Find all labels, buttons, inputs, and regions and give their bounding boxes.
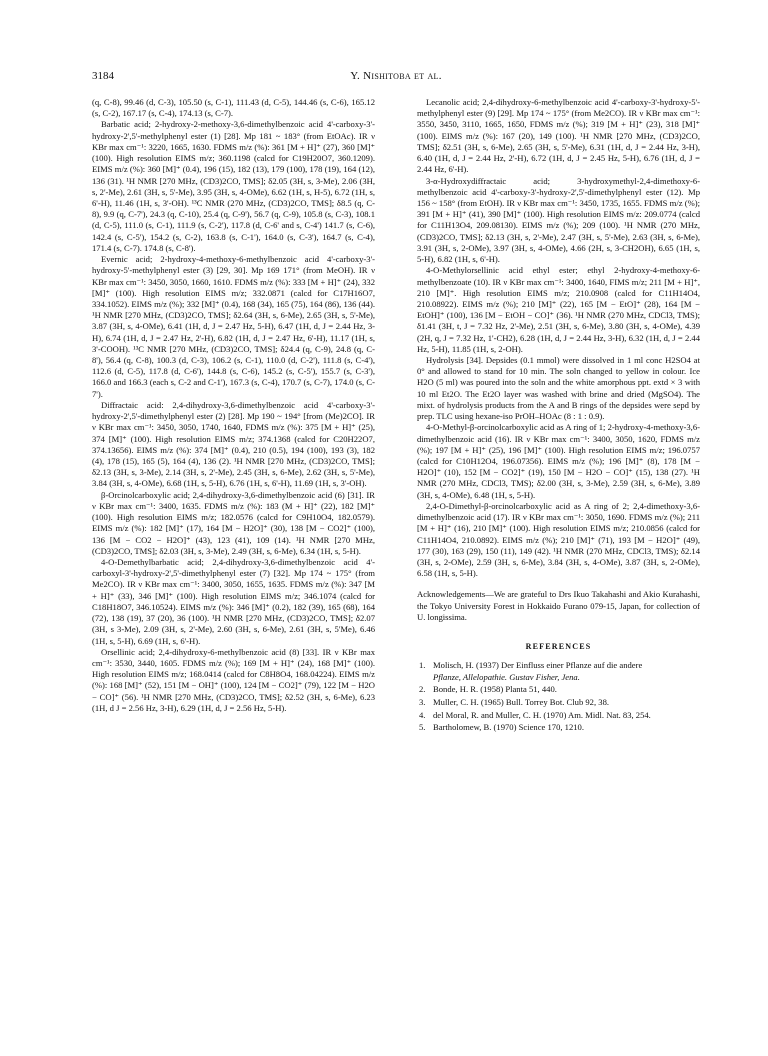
paragraph: 2,4-O-Dimethyl-β-orcinolcarboxylic acid as A ring of 2; 2,4-dimethoxy-3,6-dimethylbenzoic acid (17). IR ν KBr max cm⁻¹: 3050, 1690. FDMS m/z (%); 211 [M + H]⁺ (16), 210 [M]⁺ (100). High resolution EIMS m/z; 210.0856 (calcd for C11H14O4, 210.0892). EIMS m/z (%); 210 [M]⁺ (71), 193 [M − H2O]⁺ (49), 177 (30), 163 (29), 150 (11), 149 (42). ¹H NMR (270 MHz, CDCl3, TMS); δ2.14 (3H, s, 2-OMe), 2.59 (3H, s, 6-Me), 3.84 (3H, s, 4-OMe), 3.87 (3H, s, 2-OMe), 6.58 (1H, s, 5-H).: [417, 500, 700, 579]
paragraph: (q, C-8), 99.46 (d, C-3), 105.50 (s, C-1), 111.43 (d, C-5), 144.46 (s, C-6), 165.12 (s, C-2), 167.17 (s, C-4), 174.13 (s, C-7).: [92, 97, 375, 119]
paragraph: Evernic acid; 2-hydroxy-4-methoxy-6-methylbenzoic acid 4'-carboxy-3'-hydroxy-5'-methylphenyl ester (3) [29, 30]. Mp 169 171° (from MeOH). IR ν KBr max cm⁻¹: 3450, 3050, 1660, 1610. FDMS m/z (%): 333 [M + H]⁺ (24), 332 [M]⁺ (100). High resolution EIMS m/z; 332.0871 (calcd for C17H16O7, 334.1052). EIMS m/z (%); 332 [M]⁺ (0.4), 168 (34), 165 (75), 164 (86), 136 (44). ¹H NMR [270 MHz, (CD3)2CO, TMS]; δ2.64 (3H, s, 6-Me), 2.65 (3H, s, 5'-Me), 3.87 (3H, s, 4-OMe), 6.41 (1H, d, J = 2.47 Hz, 5-H), 6.47 (1H, d, J = 2.44 Hz, 3-H), 6.74 (1H, d, J = 2.47 Hz, 2'-H), 6.82 (1H, d, J = 2.47 Hz, 6'-H), 11.17 (1H, s, 3'-COOH). ¹³C NMR [270 MHz, (CD3)2CO, TMS]; δ24.4 (q, C-9), 24.8 (q, C-8'), 56.4 (q, C-8), 100.3 (d, C-3), 106.2 (s, C-1), 110.0 (d, C-2'), 111.8 (s, C-4'), 112.6 (d, C-5), 117.8 (d, C-6'), 144.8 (s, C-6), 145.2 (s, C-5'), 155.7 (s, C-3'), 166.0 and 166.3 (each s, C-2 and C-1'), 167.3 (s, C-4), 170.7 (s, C-7), 174.0 (s, C-7').: [92, 254, 375, 399]
reference-text: Bartholomew, B. (1970) Science 170, 1210.: [433, 722, 584, 733]
reference-text: Bonde, H. R. (1958) Planta 51, 440.: [433, 684, 557, 695]
running-author: Y. Nishitoba et al.: [350, 70, 442, 82]
reference-number: 2.: [419, 684, 426, 695]
paragraph: 4-O-Methylorsellinic acid ethyl ester; ethyl 2-hydroxy-4-methoxy-6-methylbenzoate (10). IR ν KBr max cm⁻¹: 3400, 1640, FIMS m/z; 211 [M + H]⁺, 210 [M]⁺. High resolution EIMS m/z; 210.0908 (calcd for C11H14O4, 210.08922). EIMS m/z (%); 210 [M]⁺ (22), 165 [M − EtO]⁺ (28), 164 [M − EtOH]⁺ (100), 136 [M − EtOH − CO]⁺ (36). ¹H NMR (270 MHz, CDCl3, TMS); δ1.41 (3H, t, J = 7.32 Hz, 2'-Me), 2.51 (3H, s, 6-Me), 3.80 (3H, s, 4-OMe), 4.39 (2H, q, J = 7.32 Hz, 1'-CH2), 6.28 (1H, d, J = 2.44 Hz, 3-H), 6.32 (1H, d, J = 2.44 Hz, 5-H), 11.85 (1H, s, 2-OH).: [417, 265, 700, 354]
right-paragraphs: [417, 97, 700, 579]
reference-number: 5.: [419, 722, 426, 733]
page-number: 3184: [92, 70, 114, 82]
reference-list: [417, 660, 700, 733]
reference-text: del Moral, R. and Muller, C. H. (1970) Am. Midl. Nat. 83, 254.: [433, 709, 651, 720]
paragraph: Lecanolic acid; 2,4-dihydroxy-6-methylbenzoic acid 4'-carboxy-3'-hydroxy-5'-methylphenyl ester (9) [29]. Mp 174 ~ 175° (from Me2CO). IR ν KBr max cm⁻¹: 3550, 3450, 3110, 1665, 1650, FDMS m/z (%); 319 [M + H]⁺ (23), 318 [M]⁺ (100). EIMS m/z (%): 167 (20), 149 (100). ¹H NMR [270 MHz, (CD3)2CO, TMS]; δ2.51 (3H, s, 6-Me), 2.65 (3H, s, 5'-Me), 6.31 (1H, d, J = 2.44 Hz, 3-H), 6.40 (1H, d, J = 2.44 Hz, 2'-H), 6.72 (1H, d, J = 2.45 Hz, 5-H), 6.76 (1H, d, J = 2.44 Hz, 6'-H).: [417, 97, 700, 175]
paragraph: 3-α-Hydroxydiffractaic acid; 3-hydroxymethyl-2,4-dimethoxy-6-methylbenzoic acid 4'-carboxy-3'-hydroxy-2',5'-dimethylphenyl ester (12). Mp 156 ~ 158° (from EtOH). IR ν KBr max cm⁻¹: 3450, 1735, 1655. FDMS m/z (%); 391 [M + H]⁺ (41), 390 [M]⁺ (100). High resolution EIMS m/z: 209.0774 (calcd for C11H13O4, 209.08130). EIMS m/z (%); 209 (100). ¹H NMR (270 MHz, (CD3)2CO, TMS]; δ2.13 (3H, s, 2'-Me), 2.47 (3H, s, 5'-Me), 2.63 (3H, s, 6-Me), 3.91 (3H, s, 2-OMe), 3.97 (3H, s, 4-OMe), 4.66 (2H, s, 3-CH2OH), 6.65 (1H, s, 5-H), 6.82 (1H, s, 6'-H).: [417, 175, 700, 265]
reference-item: [417, 660, 700, 682]
paragraph: β-Orcinolcarboxylic acid; 2,4-dihydroxy-3,6-dimethylbenzoic acid (6) [31]. IR ν KBr max cm⁻¹: 3400, 1635. FDMS m/z (%): 183 (M + H]⁺ (22), 182 [M]⁺ (100). High resolution EIMS m/z; 182.0576 (calcd for C9H10O4, 182.0579). EIMS m/z (%): 182 [M]⁺ (17), 164 [M − H2O]⁺ (30), 138 [M − CO2]⁺ (100), 136 [M − CO2 − H2O]⁺ (43), 123 (41), 109 (14). ¹H NMR [270 MHz, (CD3)2CO, TMS]; δ2.03 (3H, s, 3-Me), 2.49 (3H, s, 6-Me), 6.34 (1H, s, 5-H).: [92, 489, 375, 556]
running-header: [92, 70, 700, 86]
paragraph: Diffractaic acid: 2,4-dihydroxy-3,6-dimethylbenzoic acid 4'-carboxy-3'-hydroxy-2',5'-dimethylphenyl ester (2) [28]. Mp 190 ~ 194° [from (Me)2CO]. IR ν KBr max cm⁻¹: 3450, 3050, 1740, 1640, FDMS m/z (%): 375 [M + H]⁺ (25), 374 [M]⁺ (100). High resolution EIMS m/z; 374.1368 (calcd for C20H22O7, 374.13656). EIMS m/z (%): 374 [M]⁺ (0.4), 210 (0.5), 194 (100), 193 (3), 182 (4), 178 (15), 165 (5), 164 (4), 136 (2). ¹H NMR [270 MHz, (CD3)2CO, TMS]; δ2.13 (3H, s, 3-Me), 2.14 (3H, s, 2'-Me), 2.45 (3H, s, 6-Me), 2.62 (3H, s, 5'-Me), 3.84 (3H, s, 4-OMe), 6.68 (1H, s, 5-H), 6.76 (1H, s, 6'-H), 11.69 (1H, s, 3'-OH).: [92, 399, 375, 489]
reference-text: Molisch, H. (1937) Der Einfluss einer Pflanze auf die andere: [433, 660, 643, 671]
reference-number: 1.: [419, 660, 426, 671]
reference-item: [417, 722, 700, 733]
reference-text: Muller, C. H. (1965) Bull. Torrey Bot. Club 92, 38.: [433, 696, 610, 707]
reference-item: [417, 697, 700, 708]
reference-item: [417, 710, 700, 721]
paragraph: 4-O-Methyl-β-orcinolcarboxylic acid as A ring of 1; 2-hydroxy-4-methoxy-3,6-dimethylbenzoic acid (16). IR ν KBr max cm⁻¹: 3400, 3050, 1620, FDMS m/z (%); 197 [M + H]⁺ (25), 196 [M]⁺ (100). High resolution EIMS m/z; 196.0757 (calcd for C10H12O4, 196.07356). EIMS m/z (%); 196 [M]⁺ (8), 178 [M − H2O]⁺ (10), 152 [M − CO2]⁺ (19), 150 [M − H2O − CO]⁺ (15), 138 (27). ¹H NMR (270 MHz, CDCl3, TMS); δ2.00 (3H, s, 3-Me), 2.59 (3H, s, 6-Me), 3.89 (3H, s, 4-OMe), 6.48 (1H, s, 5-H).: [417, 422, 700, 500]
paragraph: Orsellinic acid; 2,4-dihydroxy-6-methylbenzoic acid (8) [33]. IR ν KBr max cm⁻¹: 3530, 3440, 1605. FDMS m/z (%); 169 [M + H]⁺ (24), 168 [M]⁺ (100). High resolution EIMS m/z; 168.0414 (calcd for C8H8O4, 168.04224). EIMS m/z (%): 168 [M]⁺ (52), 151 [M − OH]⁺ (100), 124 [M − CO2]⁺ (79), 122 [M − H2O − CO]⁺ (56). ¹H NMR [270 MHz, (CD3)2CO, TMS]; δ2.52 (3H, s, 6-Me), 6.23 (1H, d J = 2.56 Hz, 3-H), 6.29 (1H, d, J = 2.56 Hz, 5-H).: [92, 646, 375, 713]
reference-item: [417, 684, 700, 695]
paragraph: 4-O-Demethylbarbatic acid; 2,4-dihydroxy-3,6-dimethylbenzoic acid 4'-carboxyl-3'-hydroxy-2',5'-dimethylphenyl ester (7) [32]. Mp 174 ~ 175° (from Me2CO). IR ν KBr max cm⁻¹: 3400, 3050, 1655, 1635. FDMS m/z (%): 347 [M + H]⁺ (33), 346 [M]⁺ (100). High resolution EIMS m/z; 346.1074 (calcd for C18H18O7, 346.10524). EIMS m/z (%): 346 [M]⁺ (0.2), 182 (39), 165 (68), 164 (72), 138 (19), 37 (20), 36 (100). ¹H NMR [270 MHz, (CD3)2CO, TMS]; δ2.07 (3H, s 3-Me), 2.09 (3H, s, 2'-Me), 2.60 (3H, s, 6-Me), 2.61 (3H, s, 5'Me), 6.46 (1H, s, 5-H), 6.69 (1H, s, 6'-H).: [92, 556, 375, 646]
right-text-column: [417, 97, 700, 735]
acknowledgements: Acknowledgements—We are grateful to Drs Ikuo Takahashi and Akio Kurahashi, the Tokyo University Forest in Hokkaido Furano 079-15, Japan, for collection of U. longissima.: [417, 589, 700, 622]
references-heading: REFERENCES: [525, 642, 592, 652]
paragraph: Barbatic acid; 2-hydroxy-2-methoxy-3,6-dimethylbenzoic acid 4'-carboxy-3'-hydroxy-2',5'-methylphenyl ester (1) [28]. Mp 181 ~ 183° (from EtOAc). IR ν KBr max cm⁻¹: 3220, 1665, 1630. FDMS m/z (%): 361 [M + H]⁺ (27), 360 [M]⁺ (100). High resolution EIMS m/z; 360.1198 (calcd for C19H20O7, 360.1209). EIMS m/z (%): 360 [M]⁺ (0.4), 196 (15), 182 (13), 179 (100), 178 (19), 164 (12), 136 (31). ¹H NMR [270 MHz, (CD3)2CO, TMS]; δ2.05 (3H, s, 3-Me), 2.06 (3H, s, 2'-Me), 2.61 (3H, s, 5'-Me), 3.95 (3H, s, 4-OMe), 6.62 (1H, s, H-5), 6.72 (1H, s, 6'-H), 11.46 (1H, s, 3'-OH). ¹³C NMR (270 MHz, (CD3)2CO, TMS]; δ8.5 (q, C-8), 9.9 (q, C-7'), 24.3 (q, C-10), 25.4 (q, C-9'), 56.7 (q, C-9), 105.8 (s, C-3), 108.1 (d, C-5), 111.0 (s, C-1), 111.9 (s, C-2'), 117.8 (d, C-6' and s, C-4') 141.7 (s, C-6), 142.4 (s, C-5'), 154.2 (s, C-2), 163.8 (s, C-1'), 164.0 (s, C-3'), 164.7 (s, C-4), 171.4 (s, C-7). 174.8 (s, C-8').: [92, 119, 375, 253]
reference-text-continued: Pflanze, Allelopathie. Gustav Fisher, Jena.: [433, 671, 580, 682]
reference-number: 3.: [419, 696, 426, 707]
reference-number: 4.: [419, 709, 426, 720]
left-text-column: [92, 97, 375, 714]
paragraph: Hydrolysis [34]. Depsides (0.1 mmol) were dissolved in 1 ml conc H2SO4 at 0° and allowed to stand for 10 min. The soln changed to yellow in colour. Ice H2O (5 ml) was poured into the soln and the white amorphous ppt. extd × 3 with 10 ml Et2O. The Et2O layer was washed with brine and dried (MgSO4). The mixt. of hydrolysis products from the A and B rings of the depsides were sepd by prep. TLC using hexane-iso PrOH–HOAc (8 : 1 : 0.9).: [417, 355, 700, 422]
